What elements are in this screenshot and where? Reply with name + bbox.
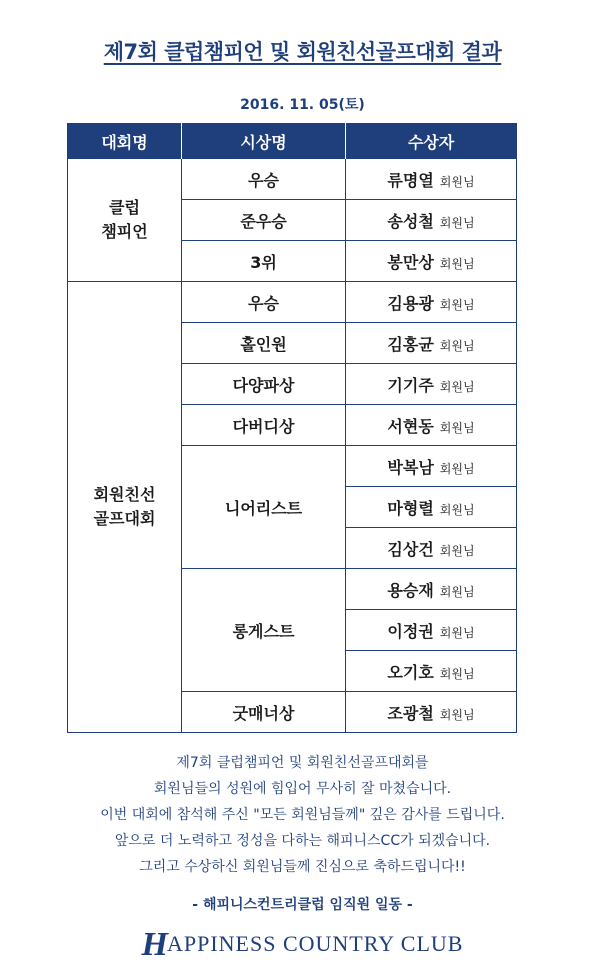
message-line: 제7회 클럽챔피언 및 회원친선골프대회를 [176,755,429,771]
header-competition: 대회명 [68,124,182,159]
logo-text: APPINESS COUNTRY CLUB [166,931,464,956]
award-name: 굿매너상 [182,692,346,733]
honorific-suffix: 회원님 [439,338,475,353]
honorific-suffix: 회원님 [439,543,475,558]
winner-name: 송성철 [387,211,434,231]
winner-cell [346,241,517,282]
winner-cell [346,528,517,569]
winner-cell [346,282,517,323]
winner-cell [346,405,517,446]
winner-cell [346,200,517,241]
winner-name: 이정권 [387,621,434,641]
award-name: 우승 [182,159,346,200]
winner-name: 마형렬 [387,498,434,518]
winner-name: 오기호 [387,662,434,682]
message-line: 그리고 수상하신 회원님들께 진심으로 축하드립니다!! [139,859,466,875]
message-line: 이번 대회에 참석해 주신 "모든 회원님들께" 깊은 감사를 드립니다. [100,807,505,823]
message-line: 회원님들의 성원에 힘입어 무사히 잘 마쳤습니다. [153,781,452,797]
honorific-suffix: 회원님 [439,666,475,681]
winner-name: 김홍균 [387,334,434,354]
honorific-suffix: 회원님 [439,584,475,599]
table-row [68,159,517,200]
award-name: 홀인원 [182,323,346,364]
message-line: 앞으로 더 노력하고 정성을 다하는 해피니스CC가 되겠습니다. [114,833,491,849]
award-name: 준우승 [182,200,346,241]
club-logo [0,926,605,964]
winner-name: 류명열 [387,170,434,190]
honorific-suffix: 회원님 [439,625,475,640]
honorific-suffix: 회원님 [439,256,475,271]
header-winner: 수상자 [346,124,517,159]
winner-cell [346,610,517,651]
winner-name: 김용광 [387,293,434,313]
winner-cell [346,446,517,487]
table-row [68,282,517,323]
award-name: 롱게스트 [182,569,346,692]
event-date: 2016. 11. 05(토) [240,97,365,113]
honorific-suffix: 회원님 [439,420,475,435]
winner-cell [346,323,517,364]
winner-name: 조광철 [387,703,434,723]
honorific-suffix: 회원님 [439,502,475,517]
award-name: 우승 [182,282,346,323]
award-name: 다양파상 [182,364,346,405]
winner-cell [346,487,517,528]
honorific-suffix: 회원님 [439,174,475,189]
competition-name: 회원친선 골프대회 [68,282,182,733]
winner-name: 김상건 [387,539,434,559]
winner-name: 박복남 [387,457,434,477]
results-table [67,123,517,733]
winner-cell [346,569,517,610]
award-name: 니어리스트 [182,446,346,569]
table-header-row [68,124,517,159]
award-name: 다버디상 [182,405,346,446]
honorific-suffix: 회원님 [439,461,475,476]
winner-name: 기기주 [387,375,434,395]
honorific-suffix: 회원님 [439,215,475,230]
winner-cell [346,364,517,405]
winner-cell [346,692,517,733]
competition-name: 클럽 챔피언 [68,159,182,282]
signature: - 해피니스컨트리클럽 임직원 일동 - [192,897,413,913]
honorific-suffix: 회원님 [439,297,475,312]
winner-cell [346,159,517,200]
winner-name: 봉만상 [387,252,434,272]
honorific-suffix: 회원님 [439,707,475,722]
winner-name: 용승재 [387,580,434,600]
winner-name: 서현동 [387,416,434,436]
page-title: 제7회 클럽챔피언 및 회원친선골프대회 결과 [103,40,502,64]
thank-you-message [0,750,605,880]
honorific-suffix: 회원님 [439,379,475,394]
award-name: 3위 [182,241,346,282]
logo-mark: H [141,926,169,963]
header-award: 시상명 [182,124,346,159]
winner-cell [346,651,517,692]
